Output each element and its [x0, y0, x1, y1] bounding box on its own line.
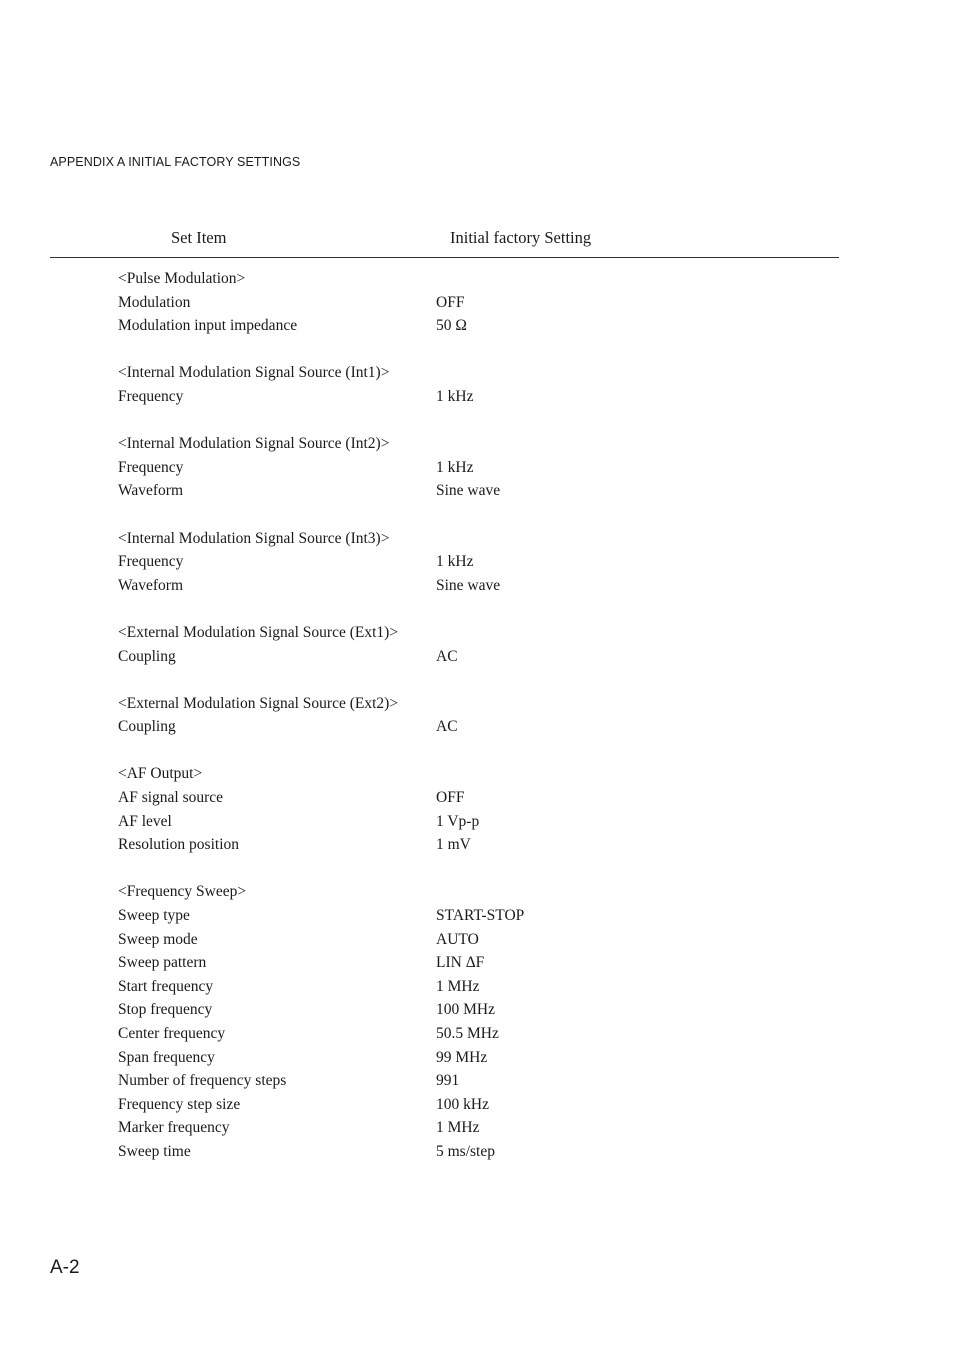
section-heading: <Frequency Sweep>: [118, 883, 247, 901]
settings-section: [118, 621, 838, 668]
table-row: [118, 574, 838, 598]
settings-section: [118, 267, 838, 338]
section-heading-row: [118, 762, 838, 786]
initial-setting-value: Sine wave: [436, 482, 501, 500]
set-item-label: Resolution position: [118, 836, 239, 854]
initial-setting-value: 100 kHz: [436, 1095, 489, 1113]
settings-section: [118, 527, 838, 598]
set-item-label: Modulation: [118, 293, 191, 311]
table-row: [118, 904, 838, 928]
settings-section: [118, 361, 838, 408]
table-row: [118, 1140, 838, 1164]
initial-setting-value: START-STOP: [436, 907, 525, 925]
set-item-label: Coupling: [118, 647, 176, 665]
settings-section: [118, 880, 838, 1163]
settings-section: [118, 692, 838, 739]
set-item-label: Frequency: [118, 458, 184, 476]
section-heading-row: [118, 880, 838, 904]
set-item-label: Sweep mode: [118, 930, 198, 948]
table-row: [118, 928, 838, 952]
table-row: [118, 645, 838, 669]
initial-setting-value: 5 ms/step: [436, 1142, 495, 1160]
initial-setting-value: 1 Vp-p: [436, 812, 480, 830]
set-item-label: AF signal source: [118, 789, 224, 807]
initial-setting-value: 1 kHz: [436, 387, 474, 405]
table-row: [118, 786, 838, 810]
running-head: APPENDIX A INITIAL FACTORY SETTINGS: [50, 155, 301, 169]
initial-setting-value: 99 MHz: [436, 1048, 488, 1066]
table-row: [118, 291, 838, 315]
set-item-label: Start frequency: [118, 977, 214, 995]
initial-setting-value: OFF: [436, 293, 465, 311]
settings-section: [118, 762, 838, 856]
table-row: [118, 1116, 838, 1140]
section-heading: <Pulse Modulation>: [118, 270, 246, 287]
set-item-label: Center frequency: [118, 1025, 226, 1042]
section-heading-row: [118, 361, 838, 385]
set-item-label: Stop frequency: [118, 1001, 213, 1019]
section-heading-row: [118, 527, 838, 551]
section-heading: <Internal Modulation Signal Source (Int2)>: [118, 435, 390, 453]
set-item-label: Frequency: [118, 553, 184, 571]
initial-setting-value: 100 MHz: [436, 1001, 495, 1019]
table-row: [118, 1069, 838, 1093]
set-item-label: AF level: [118, 812, 172, 830]
initial-setting-value: OFF: [436, 789, 465, 807]
table-row: [118, 1046, 838, 1070]
section-heading: <External Modulation Signal Source (Ext1)>: [118, 623, 399, 641]
set-item-label: Number of frequency steps: [118, 1072, 287, 1090]
section-heading: <Internal Modulation Signal Source (Int1)>: [118, 364, 390, 382]
section-heading: <AF Output>: [118, 765, 203, 783]
settings-section: [118, 432, 838, 503]
section-heading-row: [118, 692, 838, 716]
set-item-label: Waveform: [118, 576, 184, 594]
set-item-label: Marker frequency: [118, 1119, 230, 1137]
section-heading-row: [118, 432, 838, 456]
table-row: [118, 715, 838, 739]
set-item-label: Frequency: [118, 387, 184, 405]
initial-setting-value: Sine wave: [436, 576, 501, 594]
settings-table-body: [118, 267, 838, 1187]
set-item-label: Coupling: [118, 718, 176, 736]
column-header-set-item: Set Item: [171, 228, 227, 247]
initial-setting-value: 1 MHz: [436, 977, 480, 995]
set-item-label: Sweep pattern: [118, 954, 207, 972]
table-row: [118, 456, 838, 480]
initial-setting-value: AC: [436, 647, 458, 665]
set-item-label: Sweep time: [118, 1142, 191, 1160]
set-item-label: Sweep type: [118, 907, 190, 925]
initial-setting-value: 1 kHz: [436, 458, 474, 476]
table-row: [118, 385, 838, 409]
header-rule: [50, 257, 839, 258]
section-heading: <Internal Modulation Signal Source (Int3)>: [118, 529, 390, 547]
table-row: [118, 810, 838, 834]
section-heading-row: [118, 621, 838, 645]
table-row: [118, 550, 838, 574]
table-row: [118, 998, 838, 1022]
initial-setting-value: 50 Ω: [436, 317, 467, 335]
section-heading: <External Modulation Signal Source (Ext2)>: [118, 694, 399, 712]
set-item-label: Modulation input impedance: [118, 317, 298, 335]
table-row: [118, 975, 838, 999]
initial-setting-value: AC: [436, 718, 458, 736]
set-item-label: Span frequency: [118, 1048, 215, 1066]
table-row: [118, 479, 838, 503]
initial-setting-value: 991: [436, 1072, 460, 1090]
initial-setting-value: AUTO: [436, 930, 479, 948]
table-row: [118, 951, 838, 975]
initial-setting-value: 1 mV: [436, 836, 471, 854]
table-row: [118, 1022, 838, 1046]
table-row: [118, 833, 838, 857]
table-row: [118, 1093, 838, 1117]
initial-setting-value: 1 MHz: [436, 1119, 480, 1137]
initial-setting-value: LIN ΔF: [436, 954, 485, 972]
table-row: [118, 314, 838, 338]
section-heading-row: [118, 267, 838, 291]
set-item-label: Frequency step size: [118, 1095, 241, 1113]
initial-setting-value: 1 kHz: [436, 553, 474, 571]
page-number: A-2: [50, 1257, 80, 1278]
initial-setting-value: 50.5 MHz: [436, 1025, 499, 1042]
set-item-label: Waveform: [118, 482, 184, 500]
column-header-initial-setting: Initial factory Setting: [450, 228, 592, 247]
